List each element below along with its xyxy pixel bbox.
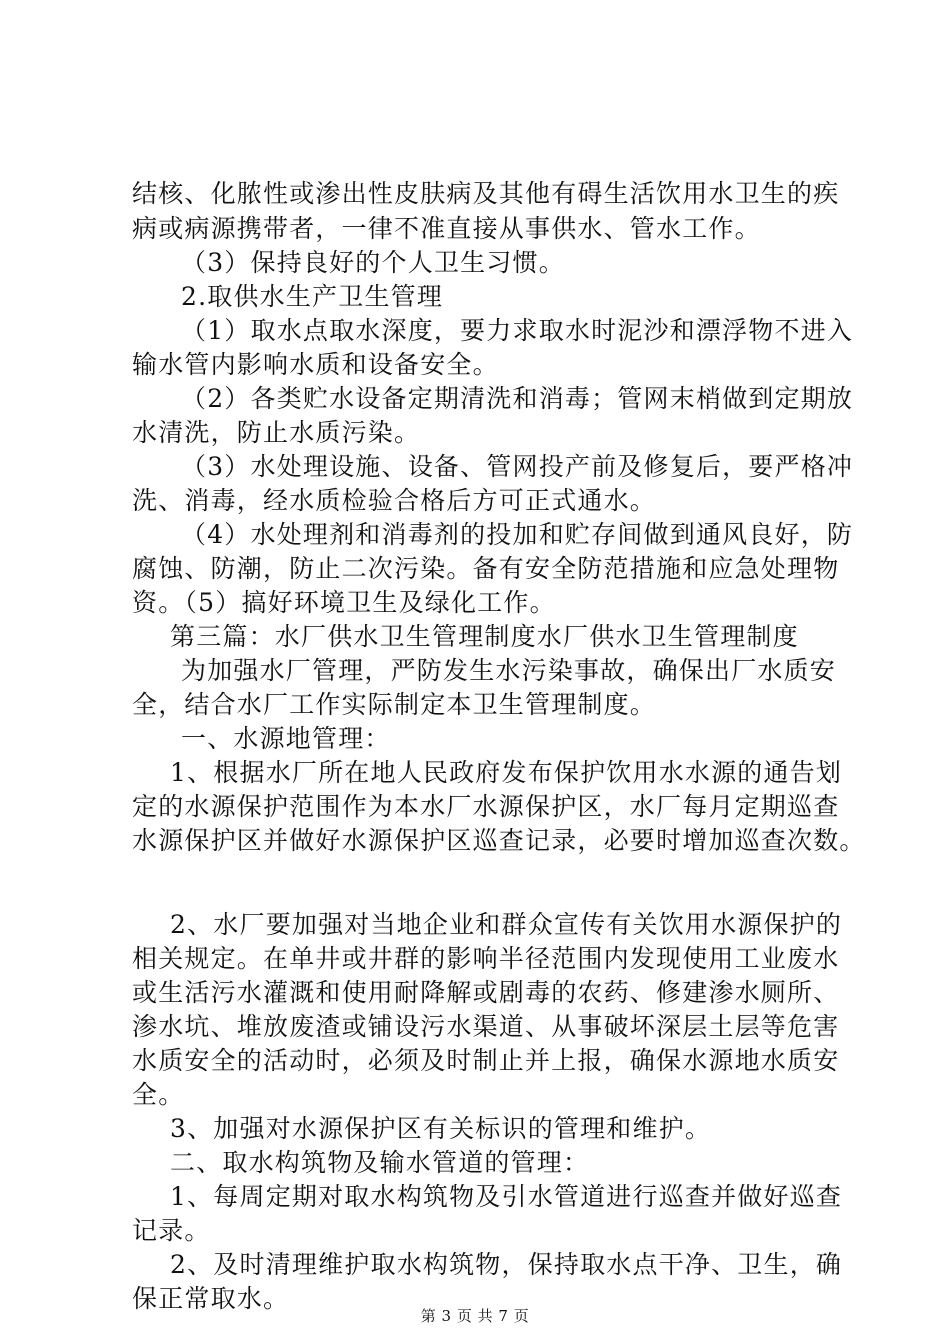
- text-line: （1）取水点取水深度，要力求取水时泥沙和漂浮物不进入: [181, 316, 854, 345]
- text-line: 全。: [132, 1080, 185, 1109]
- text-line: 病或病源携带者，一律不准直接从事供水、管水工作。: [132, 214, 761, 243]
- text-line: 相关规定。在单井或井群的影响半径范围内发现使用工业废水: [132, 944, 840, 973]
- text-line: （4）水处理剂和消毒剂的投加和贮存间做到通风良好，防: [181, 520, 854, 549]
- text-line: 定的水源保护范围作为本水厂水源保护区，水厂每月定期巡查: [132, 792, 840, 821]
- text-line: 全，结合水厂工作实际制定本卫生管理制度。: [132, 690, 657, 719]
- text-line: 水清洗，防止水质污染。: [132, 418, 421, 447]
- text-line: 保正常取水。: [132, 1284, 290, 1313]
- text-line: 3、加强对水源保护区有关标识的管理和维护。: [170, 1114, 712, 1143]
- section-heading: 一、水源地管理：: [181, 724, 391, 753]
- text-line: 水质安全的活动时，必须及时制止并上报，确保水源地水质安: [132, 1046, 840, 1075]
- chapter-heading: 第三篇：水厂供水卫生管理制度水厂供水卫生管理制度: [170, 622, 799, 651]
- text-line: 2、及时清理维护取水构筑物，保持取水点干净、卫生，确: [170, 1250, 843, 1279]
- page-footer: 第 3 页 共 7 页: [420, 1307, 530, 1325]
- text-line: 资。（5）搞好环境卫生及绿化工作。: [132, 588, 556, 617]
- section-heading: 2.取供水生产卫生管理: [181, 282, 444, 311]
- text-line: 记录。: [132, 1216, 211, 1245]
- text-line: 腐蚀、防潮，防止二次污染。备有安全防范措施和应急处理物: [132, 554, 840, 583]
- text-line: （2）各类贮水设备定期清洗和消毒；管网末梢做到定期放: [181, 384, 854, 413]
- section-heading: 二、取水构筑物及输水管道的管理：: [170, 1148, 590, 1177]
- text-line: 结核、化脓性或渗出性皮肤病及其他有碍生活饮用水卫生的疾: [132, 179, 840, 208]
- text-line: 洗、消毒，经水质检验合格后方可正式通水。: [132, 486, 657, 515]
- text-line: 或生活污水灌溉和使用耐降解或剧毒的农药、修建渗水厕所、: [132, 978, 840, 1007]
- text-line: （3）水处理设施、设备、管网投产前及修复后，要严格冲: [181, 452, 854, 481]
- text-line: 输水管内影响水质和设备安全。: [132, 350, 499, 379]
- text-line: （3）保持良好的个人卫生习惯。: [181, 248, 565, 277]
- text-line: 1、根据水厂所在地人民政府发布保护饮用水水源的通告划: [170, 758, 843, 787]
- text-line: 水源保护区并做好水源保护区巡查记录，必要时增加巡查次数。: [132, 826, 866, 855]
- text-line: 渗水坑、堆放废渣或铺设污水渠道、从事破坏深层土层等危害: [132, 1012, 840, 1041]
- text-line: 1、每周定期对取水构筑物及引水管道进行巡查并做好巡查: [170, 1182, 843, 1211]
- text-line: 为加强水厂管理，严防发生水污染事故，确保出厂水质安: [181, 656, 837, 685]
- text-line: 2、水厂要加强对当地企业和群众宣传有关饮用水源保护的: [170, 910, 843, 939]
